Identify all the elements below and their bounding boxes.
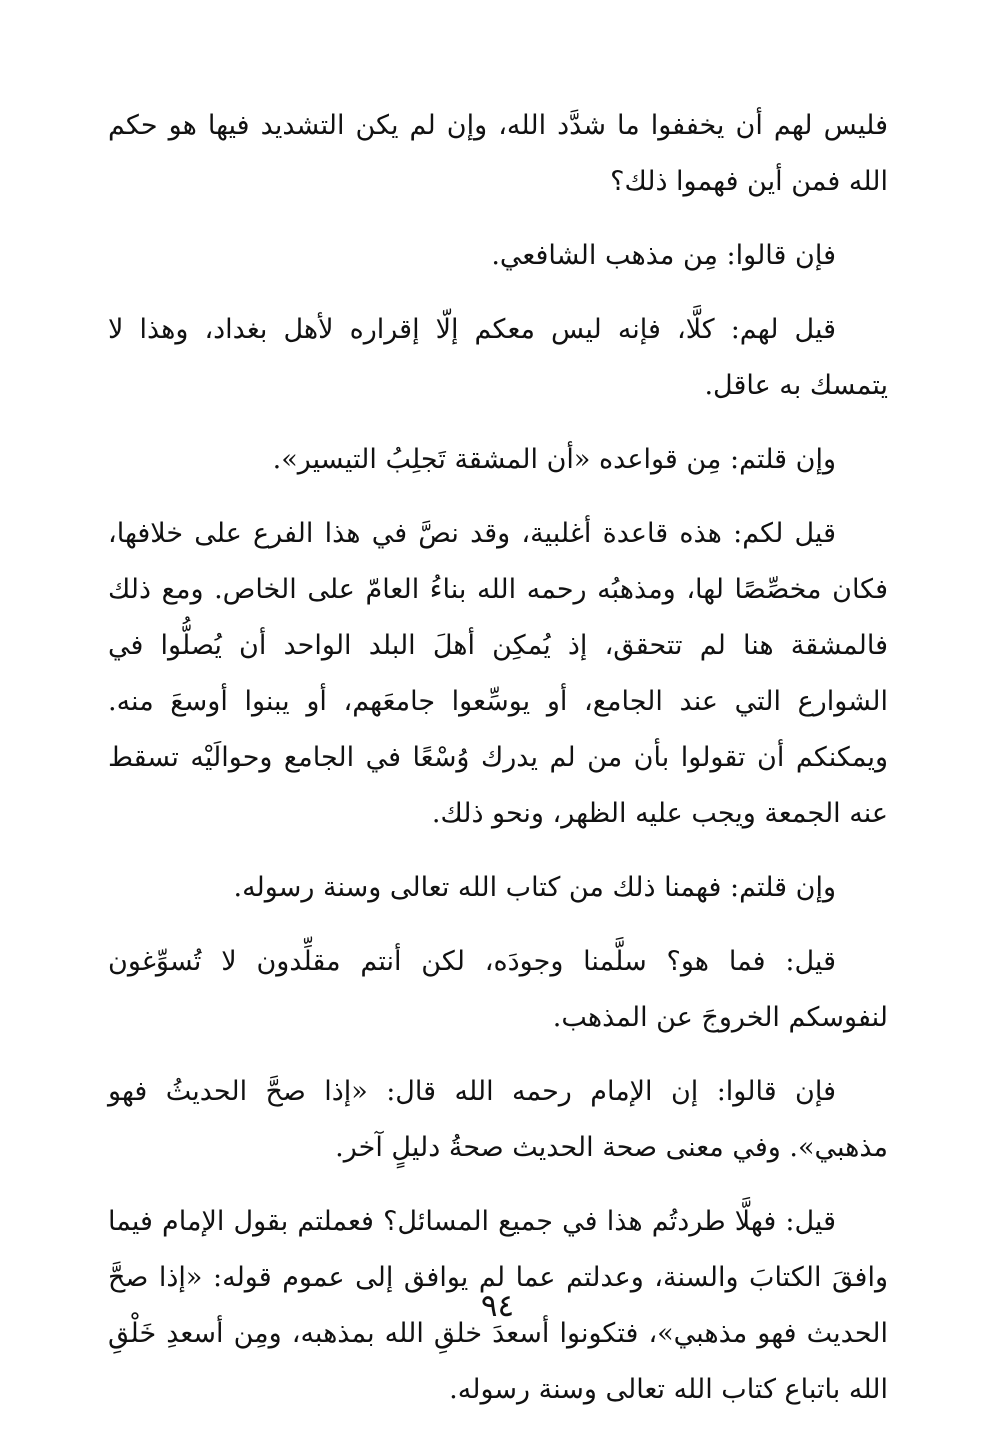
paragraph-5: قيل لكم: هذه قاعدة أغلبية، وقد نصَّ في هذا الفرع على خلافها، فكان مخصِّصًا لها، ومذهبُه رحمه الله بناءُ العامّ على الخاص. ومع ذلك فالمشقة هنا لم تتحقق، إذ يُمكِن أهلَ البلد الواحد أن يُصلُّوا في الشوارع التي عند الجامع، أو يوسِّعوا جامعَهم، أو يبنوا أوسعَ منه. ويمكنكم أن تقولوا بأن من لم يدرك وُسْعًا في الجامع وحوالَيْه تسقط عنه الجمعة ويجب عليه الظهر، ونحو ذلك. — [108, 518, 888, 829]
paragraph-7: قيل: فما هو؟ سلَّمنا وجودَه، لكن أنتم مقلِّدون لا تُسوِّغون لنفوسكم الخروجَ عن المذهب. — [108, 946, 888, 1033]
paragraph-1: فليس لهم أن يخففوا ما شدَّد الله، وإن لم يكن التشديد فيها هو حكم الله فمن أين فهموا ذلك؟ — [108, 110, 888, 197]
paragraph-4: وإن قلتم: مِن قواعده «أن المشقة تَجلِبُ التيسير». — [272, 444, 836, 475]
paragraph-9: قيل: فهلَّا طردتُم هذا في جميع المسائل؟ فعملتم بقول الإمام فيما وافقَ الكتابَ والسنة، وعدلتم عما لم يوافق إلى عموم قوله: «إذا صحَّ الحديث فهو مذهبي»، فتكونوا أسعدَ خلقِ الله بمذهبه، ومِن أسعدِ خَلْقِ الله باتباع كتاب الله تعالى وسنة رسوله. — [108, 1206, 888, 1405]
paragraph-6: وإن قلتم: فهمنا ذلك من كتاب الله تعالى وسنة رسوله. — [233, 872, 836, 903]
page-number: ٩٤ — [480, 1288, 515, 1324]
page-body — [108, 98, 888, 1436]
paragraph-3: قيل لهم: كلَّا، فإنه ليس معكم إلّا إقراره لأهل بغداد، وهذا لا يتمسك به عاقل. — [108, 314, 888, 401]
paragraph-8: فإن قالوا: إن الإمام رحمه الله قال: «إذا صحَّ الحديثُ فهو مذهبي». وفي معنى صحة الحديث صحةُ دليلٍ آخر. — [108, 1076, 888, 1163]
paragraph-2: فإن قالوا: مِن مذهب الشافعي. — [491, 240, 836, 271]
